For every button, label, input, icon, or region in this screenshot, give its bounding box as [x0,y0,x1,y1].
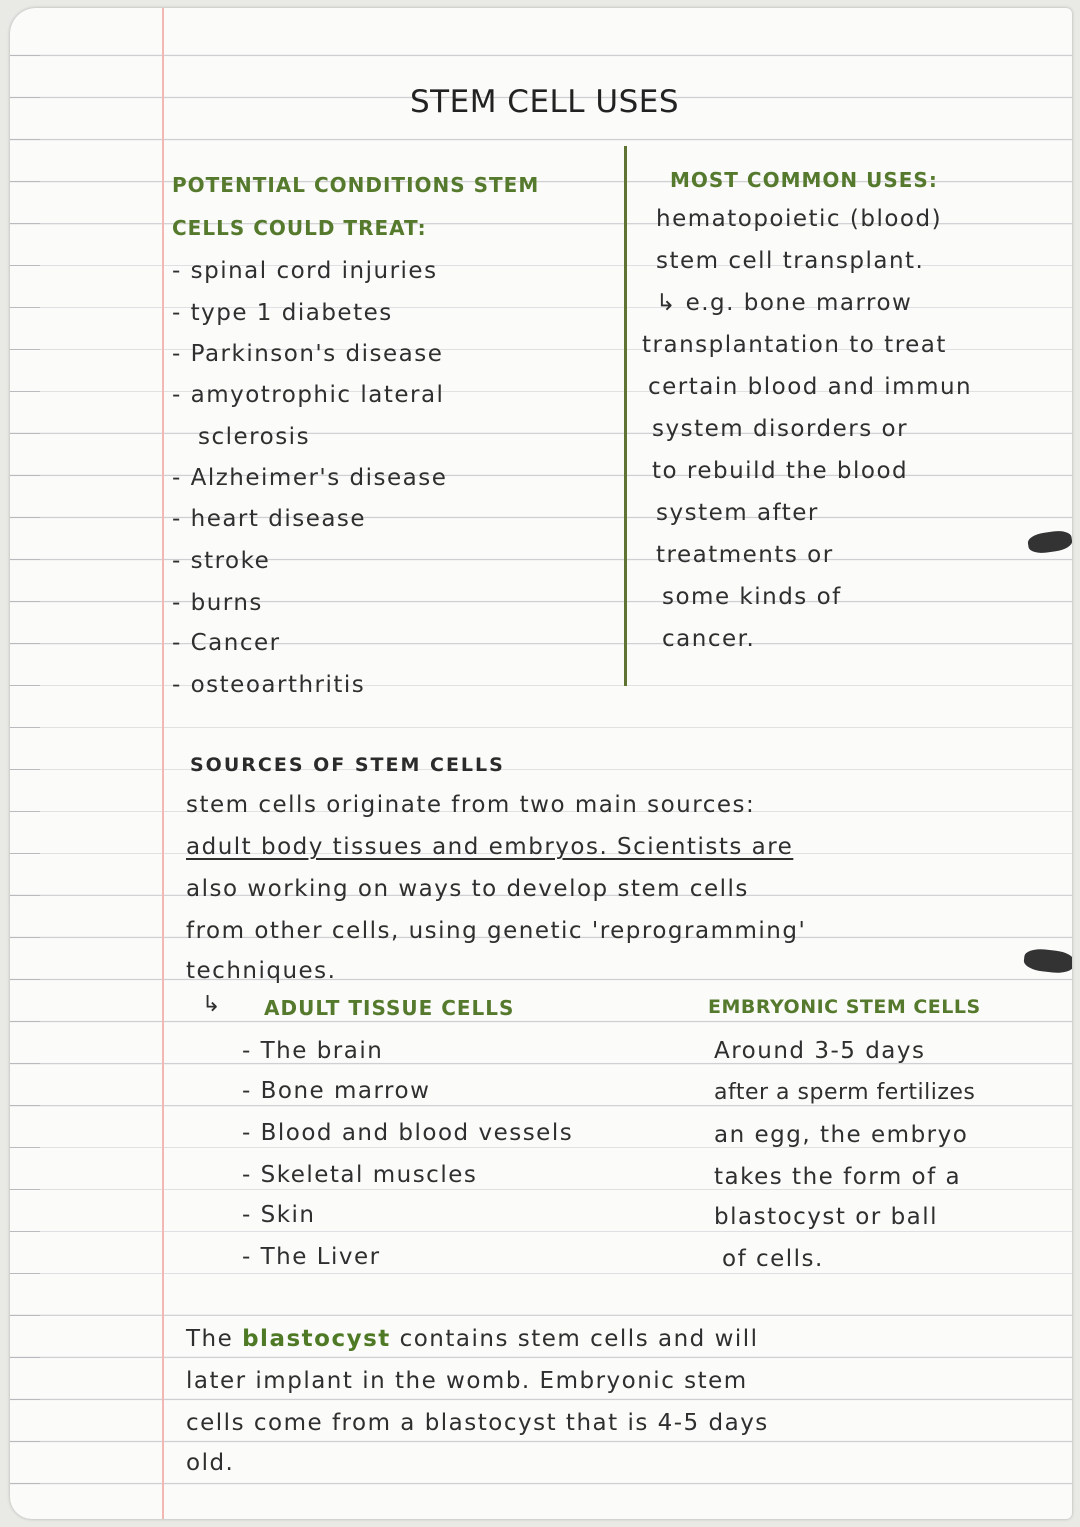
notebook-page [10,8,1072,1519]
embryonic-line: of cells. [722,1246,824,1272]
blastocyst-line3: cells come from a blastocyst that is 4-5 days [186,1410,769,1436]
uses-line: some kinds of [662,584,842,610]
blastocyst-line4: old. [186,1450,235,1476]
blastocyst-line1-rest: contains stem cells and will [399,1326,759,1352]
blastocyst-word-the: The [186,1326,234,1352]
condition-item: - type 1 diabetes [172,300,393,326]
condition-item: - Alzheimer's disease [172,465,448,491]
uses-heading: MOST COMMON USES: [670,168,938,192]
embryonic-line: Around 3-5 days [714,1038,926,1064]
blastocyst-line2: later implant in the womb. Embryonic stem [186,1368,748,1394]
adult-heading: ADULT TISSUE CELLS [264,996,515,1020]
embryonic-heading: EMBRYONIC STEM CELLS [708,996,981,1018]
adult-item: - The brain [242,1038,384,1064]
blastocyst-line1 [186,1326,759,1352]
uses-line: ↳ e.g. bone marrow [656,290,913,316]
uses-line: cancer. [662,626,756,652]
embryonic-line: blastocyst or ball [714,1204,939,1230]
condition-item: - Cancer [172,630,281,656]
adult-item: - Bone marrow [242,1078,431,1104]
adult-item: - Skeletal muscles [242,1162,478,1188]
embryonic-line: after a sperm fertilizes [714,1080,976,1105]
uses-line: treatments or [656,542,834,568]
embryonic-line: takes the form of a [714,1164,962,1190]
page-title: STEM CELL USES [410,84,680,120]
condition-item: - heart disease [172,506,367,532]
adult-item: - Skin [242,1202,316,1228]
uses-line: system disorders or [652,416,909,442]
conditions-heading-line1: POTENTIAL CONDITIONS STEM [172,173,540,197]
conditions-heading-line2: CELLS COULD TREAT: [172,216,427,240]
arrow-icon: ↳ [202,992,222,1017]
condition-item: - Parkinson's disease [172,341,444,367]
embryonic-line: an egg, the embryo [714,1122,969,1148]
condition-item: - stroke [172,548,271,574]
uses-line: certain blood and immun [648,374,973,400]
condition-item: - spinal cord injuries [172,258,438,284]
sources-line: also working on ways to develop stem cells [186,876,749,902]
blastocyst-term: blastocyst [242,1326,391,1352]
condition-item: - osteoarthritis [172,672,366,698]
condition-item: - burns [172,590,263,616]
adult-item: - Blood and blood vessels [242,1120,574,1146]
ink-smudge [1027,529,1072,555]
sources-heading: SOURCES OF STEM CELLS [190,754,505,776]
uses-line: transplantation to treat [642,332,947,358]
sources-line: adult body tissues and embryos. Scientists are [186,834,794,860]
sources-line: from other cells, using genetic 'reprogramming' [186,918,807,944]
uses-line: to rebuild the blood [652,458,909,484]
column-divider [624,146,627,686]
uses-line: hematopoietic (blood) [656,206,943,232]
page-edge-ticks [10,8,40,1519]
margin-line [162,8,164,1519]
condition-item: - amyotrophic lateral [172,382,445,408]
sources-line: stem cells originate from two main sources: [186,792,756,818]
sources-line: techniques. [186,958,337,984]
uses-line: system after [656,500,819,526]
uses-line: stem cell transplant. [656,248,925,274]
adult-item: - The Liver [242,1244,381,1270]
ink-smudge [1023,947,1072,974]
condition-item: sclerosis [198,424,311,450]
